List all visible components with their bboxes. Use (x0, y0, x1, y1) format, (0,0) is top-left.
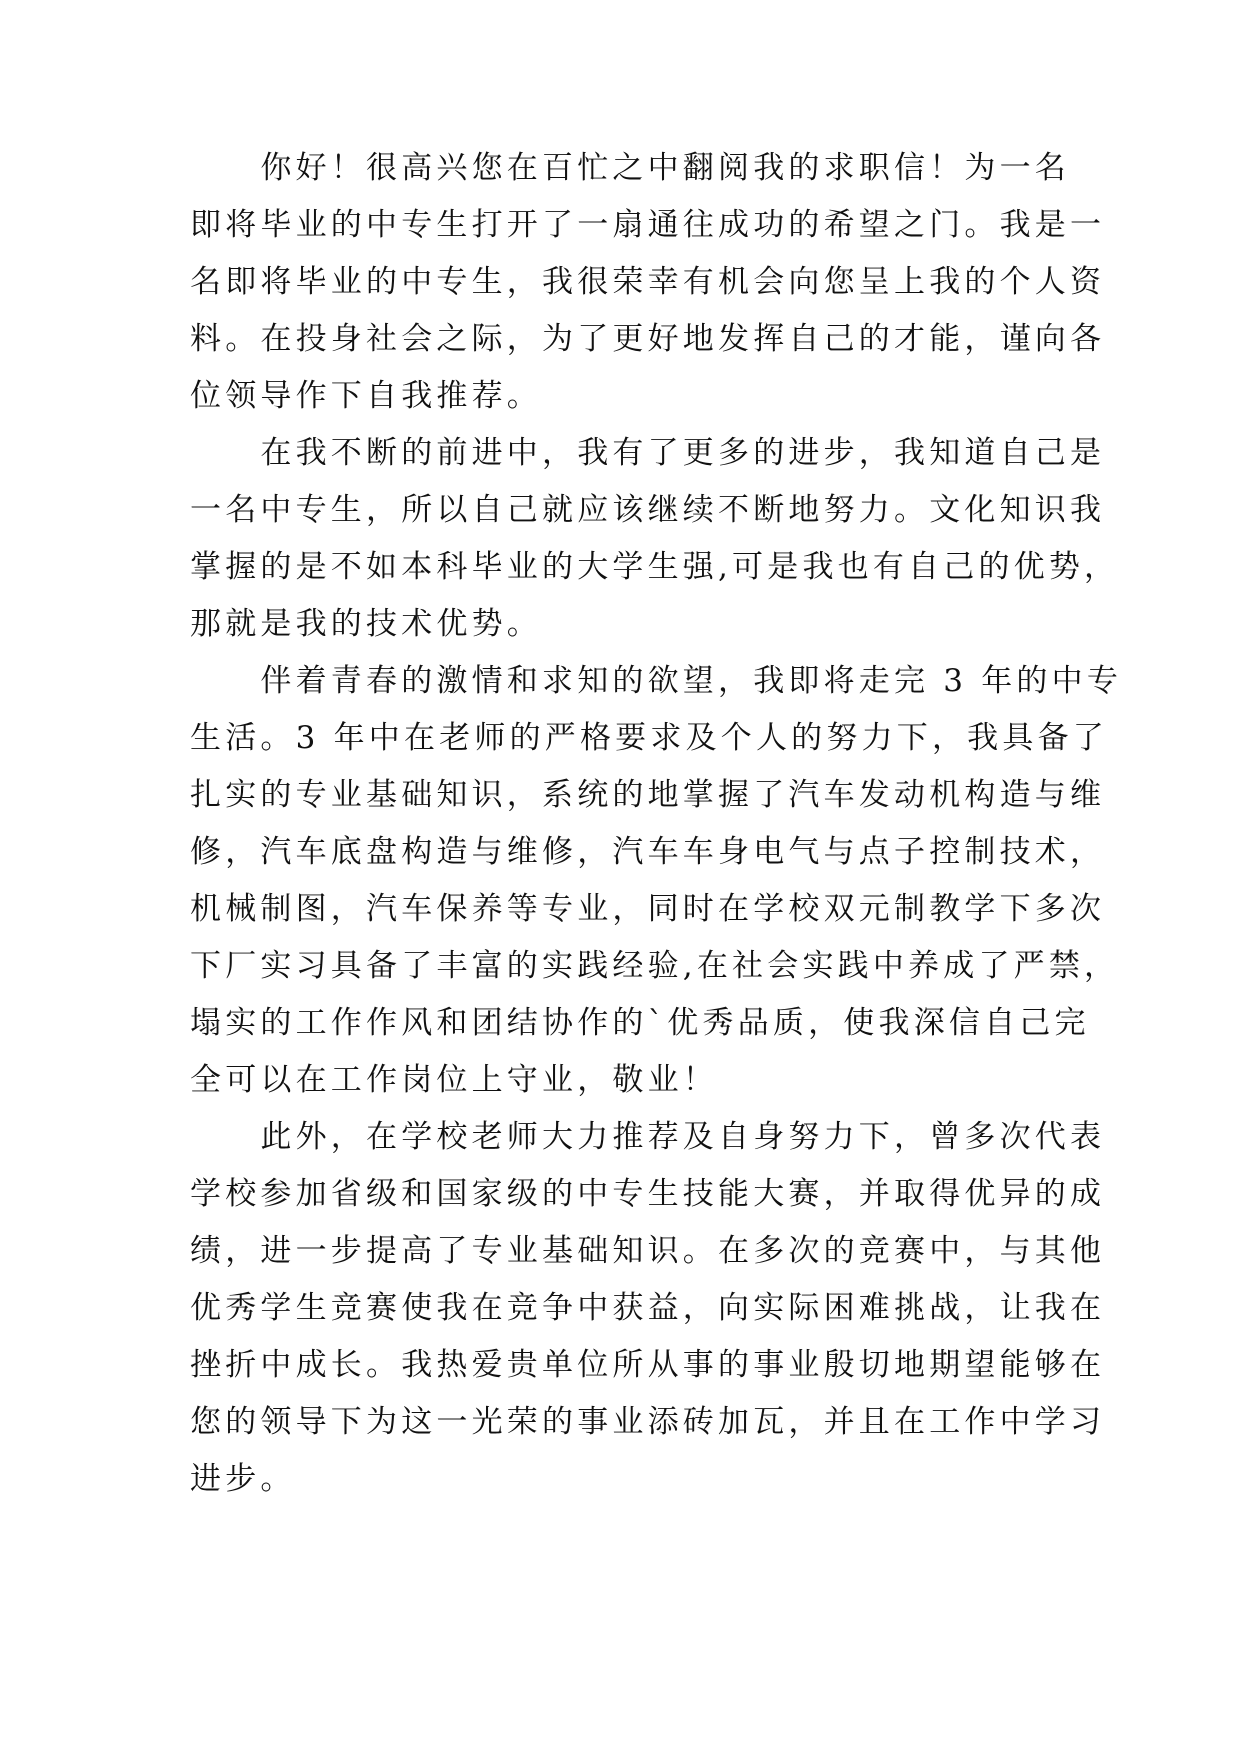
text-line: 修，汽车底盘构造与维修，汽车车身电气与点子控制技术， (190, 834, 1106, 870)
text-line: 塌实的工作作风和团结协作的`优秀品质，使我深信自己完 (190, 1005, 1090, 1041)
text-line: 您的领导下为这一光荣的事业添砖加瓦，并且在工作中学习 (190, 1404, 1106, 1440)
text-line: 进步。 (190, 1461, 296, 1497)
text-line: 位领导作下自我推荐。 (190, 378, 542, 414)
text-line: 料。在投身社会之际，为了更好地发挥自己的才能，谨向各 (190, 321, 1106, 357)
text-line: 名即将毕业的中专生，我很荣幸有机会向您呈上我的个人资 (190, 264, 1106, 300)
text-line: 全可以在工作岗位上守业，敬业！ (190, 1062, 718, 1098)
text-line: 挫折中成长。我热爱贵单位所从事的事业殷切地期望能够在 (190, 1347, 1106, 1383)
text-line: 你好！很高兴您在百忙之中翻阅我的求职信！为一名 (190, 150, 1070, 186)
text-line: 掌握的是不如本科毕业的大学生强,可是我也有自己的优势， (190, 549, 1120, 585)
text-line: 生活。3 年中在老师的严格要求及个人的努力下，我具备了 (190, 720, 1108, 756)
text-line: 一名中专生，所以自己就应该继续不断地努力。文化知识我 (190, 492, 1106, 528)
text-line: 绩，进一步提高了专业基础知识。在多次的竞赛中，与其他 (190, 1233, 1106, 1269)
text-line: 优秀学生竞赛使我在竞争中获益，向实际困难挑战，让我在 (190, 1290, 1106, 1326)
text-line: 学校参加省级和国家级的中专生技能大赛，并取得优异的成 (190, 1176, 1106, 1212)
text-line: 此外，在学校老师大力推荐及自身努力下，曾多次代表 (190, 1119, 1106, 1155)
text-line: 机械制图，汽车保养等专业，同时在学校双元制教学下多次 (190, 891, 1106, 927)
text-line: 那就是我的技术优势。 (190, 606, 542, 642)
text-line: 下厂实习具备了丰富的实践经验,在社会实践中养成了严禁， (190, 948, 1120, 984)
text-line: 在我不断的前进中，我有了更多的进步，我知道自己是 (190, 435, 1106, 471)
text-line: 伴着青春的激情和求知的欲望，我即将走完 3 年的中专 (190, 663, 1123, 699)
text-line: 即将毕业的中专生打开了一扇通往成功的希望之门。我是一 (190, 207, 1106, 243)
text-line: 扎实的专业基础知识，系统的地掌握了汽车发动机构造与维 (190, 777, 1106, 813)
